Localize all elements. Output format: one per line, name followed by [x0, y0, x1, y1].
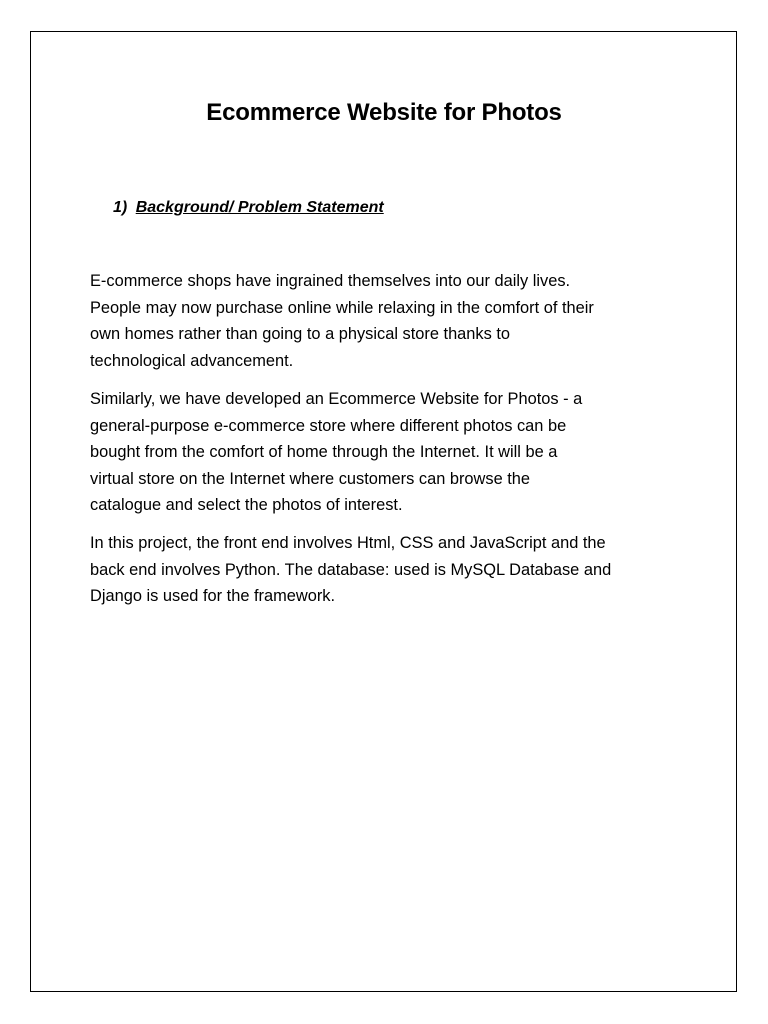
- document-title: Ecommerce Website for Photos: [206, 99, 562, 126]
- text-line: Similarly, we have developed an Ecommerce Website for Photos - a: [90, 390, 583, 408]
- text-line: catalogue and select the photos of interest.: [90, 496, 403, 514]
- paragraph-2: [90, 386, 690, 519]
- section-heading: [113, 196, 384, 220]
- section-number: 1): [113, 199, 128, 216]
- paragraph-3: [90, 530, 690, 610]
- section-heading-text: Background/ Problem Statement: [135, 199, 384, 216]
- text-line: bought from the comfort of home through the Internet. It will be a: [90, 443, 558, 461]
- text-line: In this project, the front end involves Html, CSS and JavaScript and the: [90, 534, 606, 552]
- paragraph-1: [90, 268, 690, 374]
- text-line: virtual store on the Internet where customers can browse the: [90, 469, 531, 488]
- text-line: technological advancement.: [90, 351, 294, 370]
- text-line: E-commerce shops have ingrained themselves into our daily lives.: [90, 272, 571, 290]
- text-line: People may now purchase online while relaxing in the comfort of their: [90, 298, 594, 317]
- text-line: general-purpose e-commerce store where different photos can be: [90, 416, 567, 435]
- text-line: own homes rather than going to a physical store thanks to: [90, 325, 511, 343]
- text-line: Django is used for the framework.: [90, 587, 336, 605]
- text-line: back end involves Python. The database: used is MySQL Database and: [90, 560, 612, 579]
